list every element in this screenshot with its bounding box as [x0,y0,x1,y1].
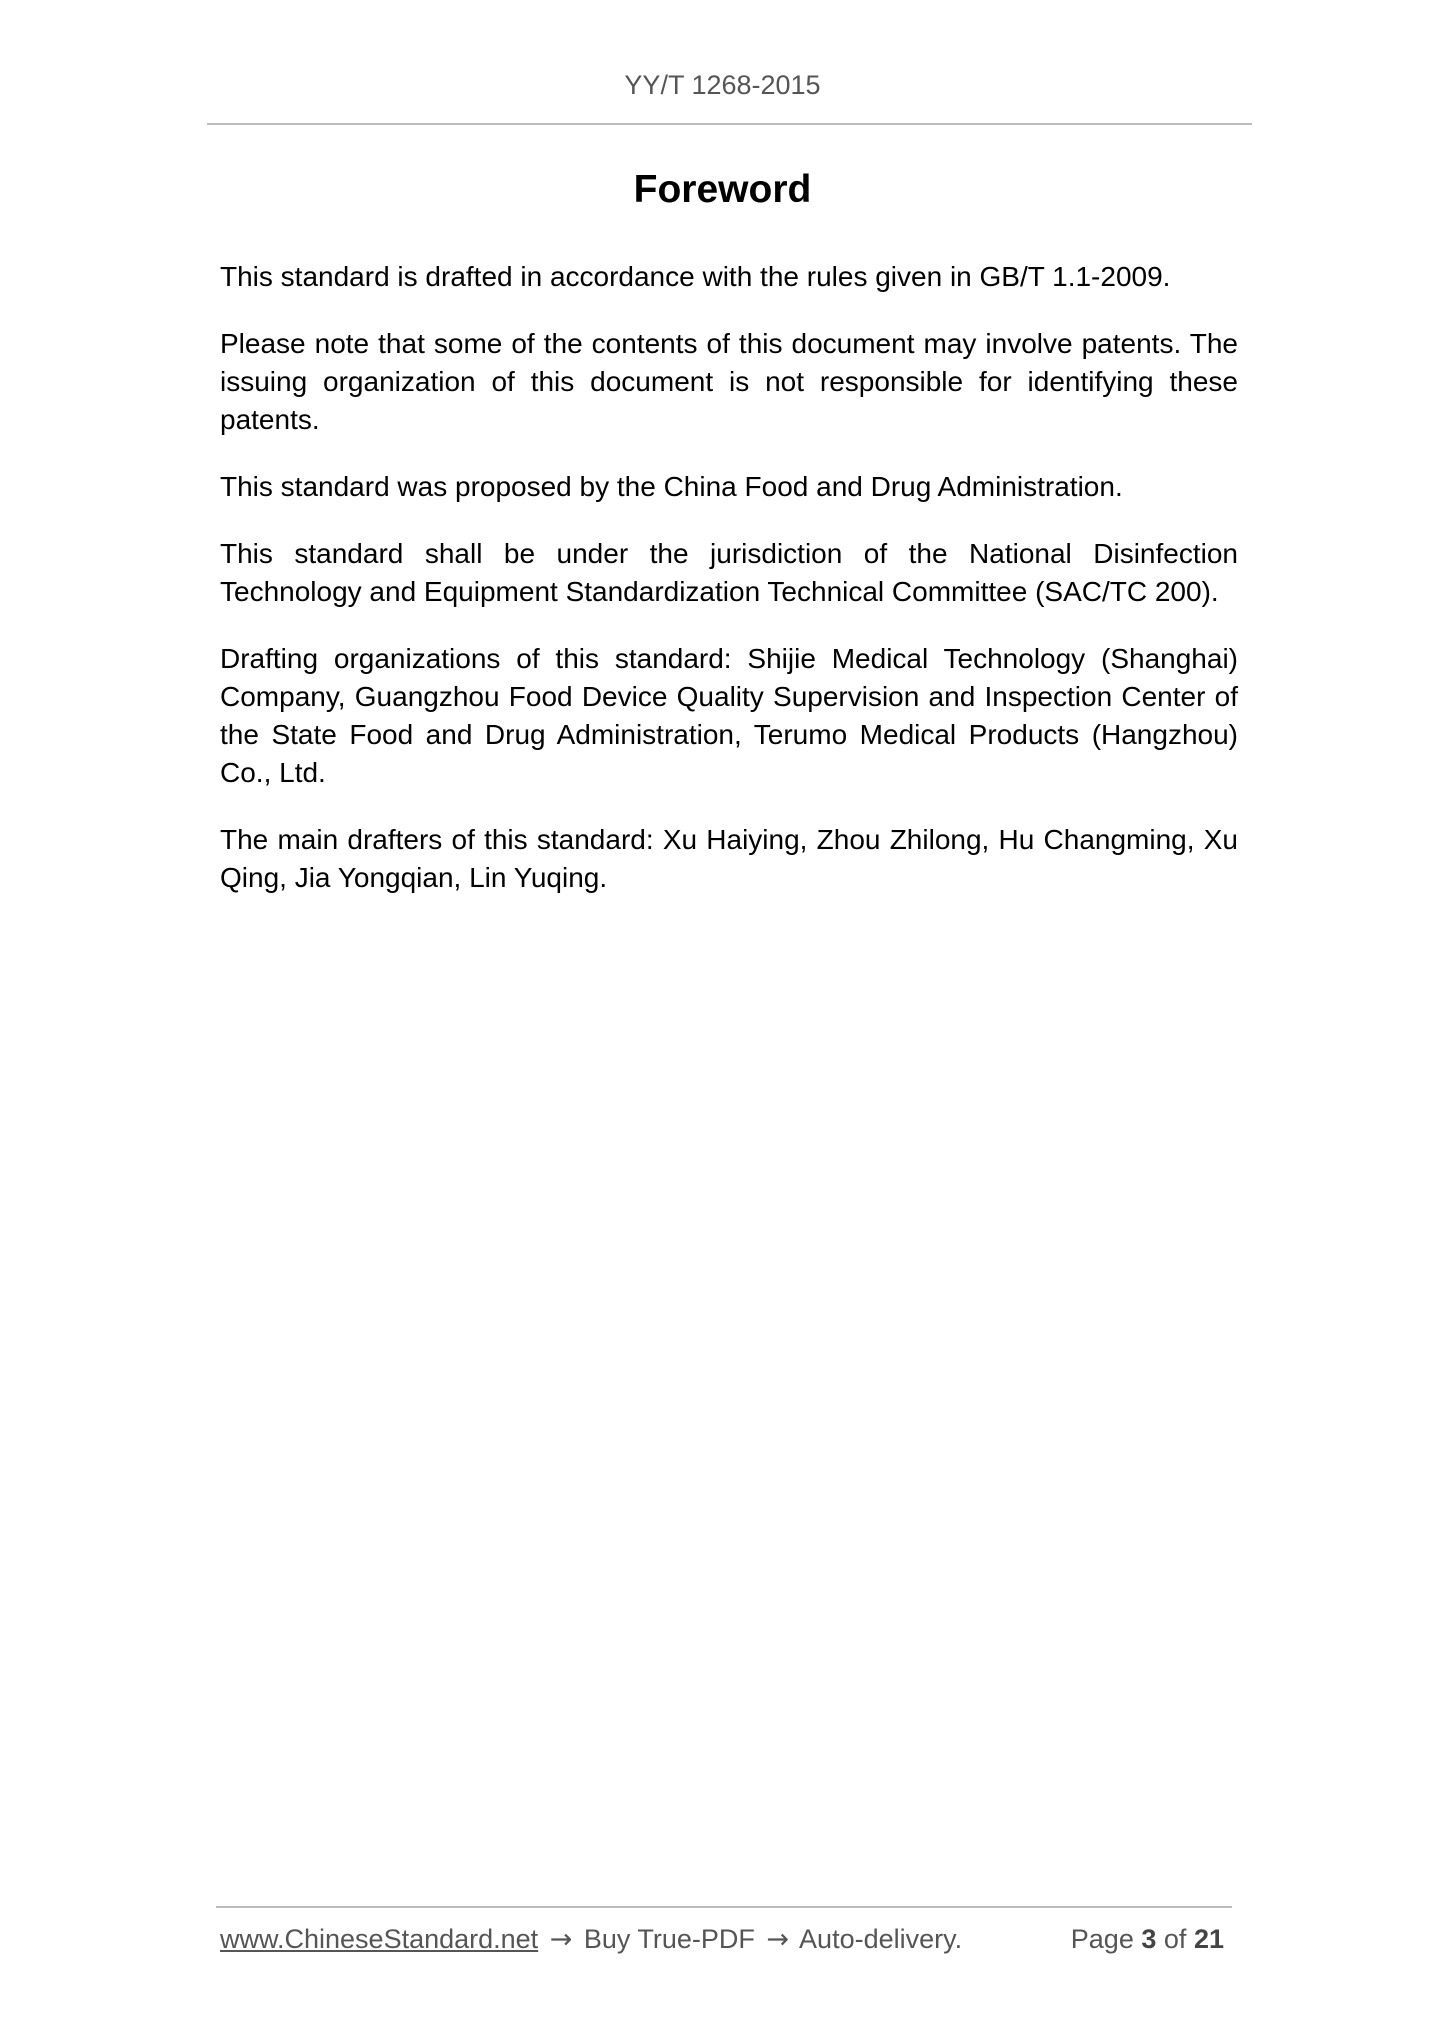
website-link[interactable]: www.ChineseStandard.net [220,1924,539,1954]
paragraph-drafting-organizations: Drafting organizations of this standard: Shijie Medical Technology (Shanghai) Company, Guangzhou Food Device Quality Supervision and Inspection Center of the State Food and Drug Administration, Terumo Medical Products (Hangzhou) Co., Ltd. [220,643,1238,788]
paragraph-patents-note: Please note that some of the contents of this document may involve patents. The issuing organization of this document is not responsible for identifying these patents. [220,328,1238,435]
paragraph-jurisdiction: This standard shall be under the jurisdiction of the National Disinfection Technology and Equipment Standardization Technical Committee (SAC/TC 200). [220,538,1238,607]
paragraph-main-drafters: The main drafters of this standard: Xu Haiying, Zhou Zhilong, Hu Changming, Xu Qing, Jia Yongqian, Lin Yuqing. [220,824,1238,893]
buy-pdf-text: Buy True-PDF [583,1924,755,1954]
arrow-right-icon: → [766,1924,790,1955]
header-standard-code: YY/T 1268-2015 [624,70,821,100]
page-total: 21 [1193,1924,1224,1954]
page-title: Foreword [633,168,812,211]
page-number [1071,1924,1224,1955]
paragraph-proposed-by: This standard was proposed by the China Food and Drug Administration. [220,471,1123,502]
header-divider [207,123,1252,125]
footer-promo [220,1924,962,1955]
page-current: 3 [1141,1924,1157,1954]
of-label: of [1163,1924,1187,1954]
arrow-right-icon: → [549,1924,573,1955]
page-footer [220,1924,1232,1964]
document-body [220,258,1238,926]
page-label: Page [1070,1924,1134,1954]
auto-delivery-text: Auto-delivery. [799,1924,963,1954]
paragraph-drafting-rules: This standard is drafted in accordance with the rules given in GB/T 1.1-2009. [220,261,1171,292]
footer-divider [216,1906,1232,1908]
